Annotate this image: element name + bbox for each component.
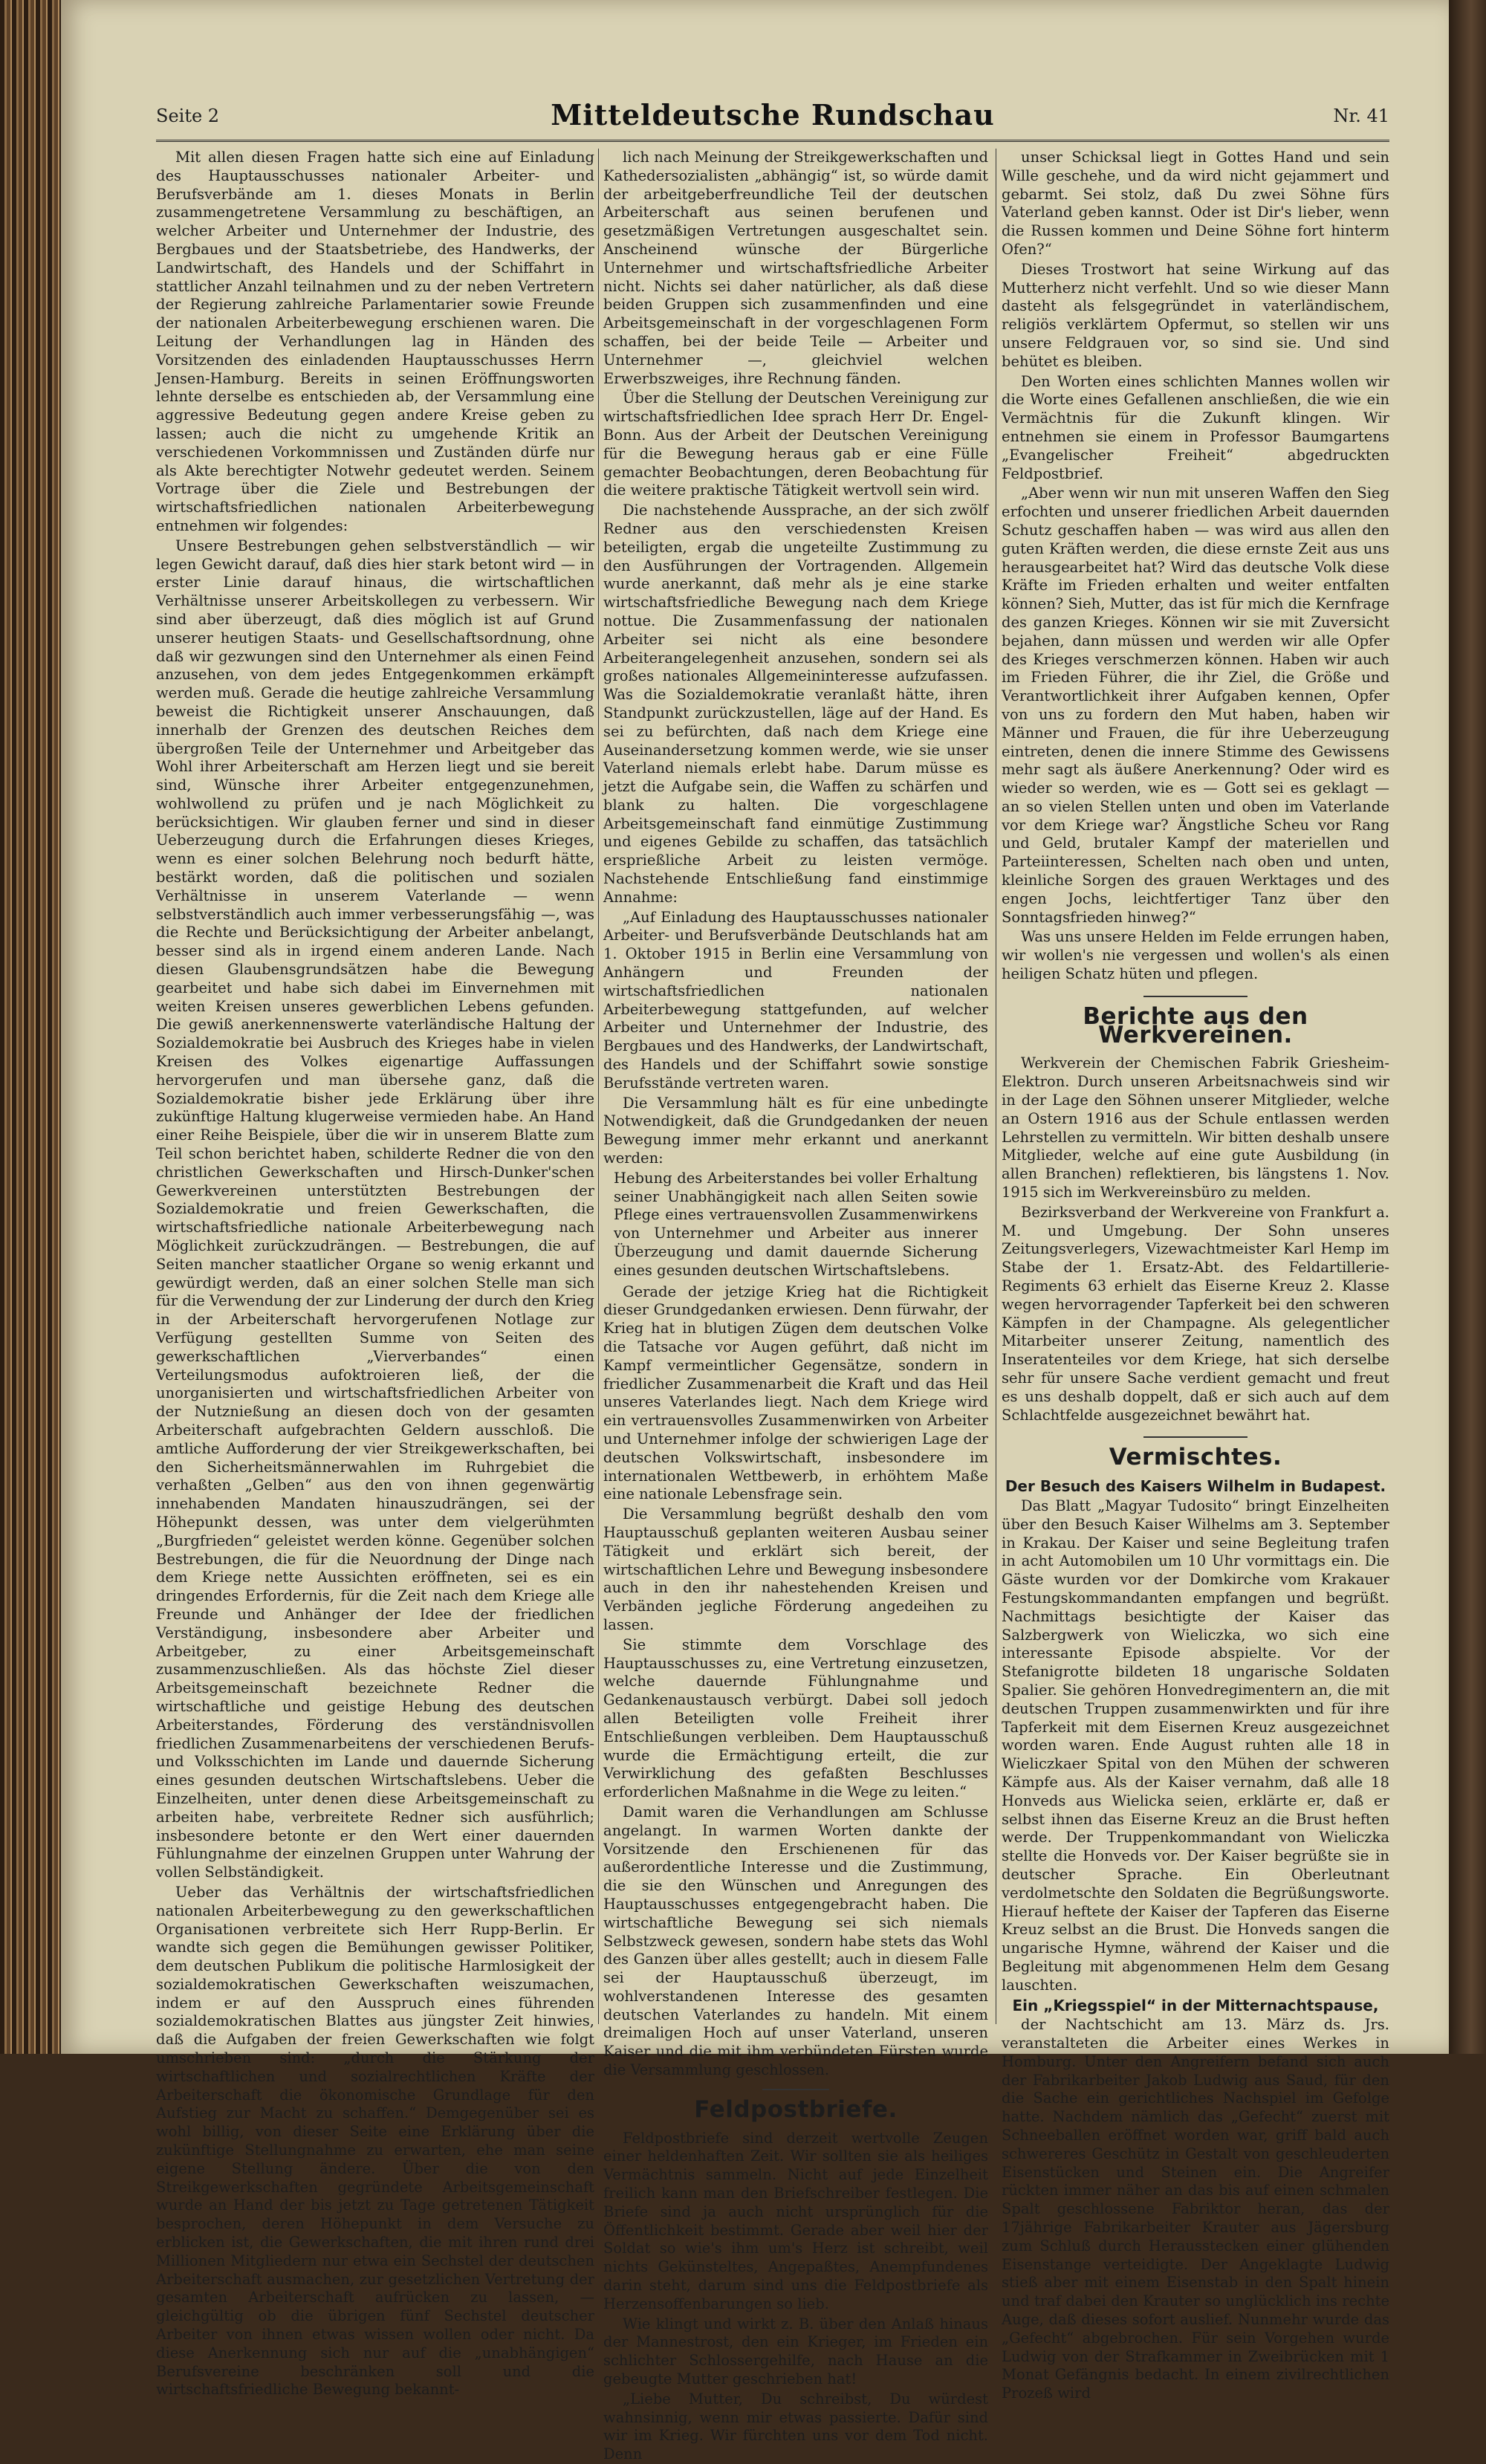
article-paragraph: lich nach Meinung der Streikgewerkschaften und Kathedersozialisten „abhängig“ ist, so würde damit der arbeitgeberfreundliche Teil der deutschen Arbeiterschaft aus seinen berufenen und gesetzmäßigen Vertretungen ausgeschaltet sein. Anscheinend wünsche der Bürgerliche Unternehmer und wirtschaftsfriedliche Arbeiter nicht. Nichts sei daher natürlicher, als daß diese beiden Gruppen sich zusammenfinden und eine Arbeitsgemeinschaft in der vorgeschlagenen Form schaffen, bei der beide Teile — Arbeiter und Unternehmer —, gleichviel welchen Erwerbszweiges, ihre Rechnung fänden. [603, 149, 988, 387]
news-item-title: Ein „Kriegsspiel“ in der Mitternachtspause, [1012, 1996, 1379, 2014]
issue-number: Nr. 41 [1333, 106, 1389, 126]
news-item-text: der Nachtschicht am 13. März ds. Jrs. veranstalteten die Arbeiter eines Werkes in Homburg. Unter den Angreifern befand sich auch der Fabrikarbeiter Jakob Ludwig aus Saud, für den die Sache ein gerichtliches Nachspiel im Gefolge hatte. Nachdem nämlich das „Gefecht“ zuerst mit Schneeballen eröffnet worden war, griff bald auch schwereres Geschütz in Gestalt von geschleuderten Eisenstücken und Steinen ein. Die Angreifer rückten immer näher an das bis auf einen schmalen Spalt geschlossene Fabriktor heran, das der 17jährige Fabrikarbeiter Krauter aus Jägersburg zum Schluß durch Herausstecken einer glühenden Eisenstange verteidigte. Der Angeklagte Ludwig stieß aber mit einem Eisenstab in den Spalt hinein und traf dabei den Krauter so unglücklich ins rechte Auge, daß dieses sofort auslief. Nunmehr wurde das „Gefecht“ abgebrochen. Für sein Vorgehen wurde Ludwig von der Strafkammer in Zweibrücken mit 1 Monat Gefängnis bedacht. In einem zivilrechtlichen Prozeß wird [1002, 2016, 1389, 2402]
section-rule [1143, 996, 1247, 997]
article-paragraph: Dieses Trostwort hat seine Wirkung auf das Mutterherz nicht verfehlt. Und so wie dieser Mann dasteht als felsgegründet in vaterländischem, religiös verklärtem Opfermut, so stellen wir uns unsere Feldgrauen vor, so sind sie. Und sind behütet es bleiben. [1002, 260, 1389, 370]
resolution-paragraph: Gerade der jetzige Krieg hat die Richtigkeit dieser Grundgedanken erwiesen. Denn fürwahr, der Krieg hat in blutigen Zügen dem deutschen Volke die Tatsache vor Augen geführt, daß nicht im Kampf vermeintlicher Gegensätze, sondern in friedlicher Zusammenarbeit die Kraft und das Heil unseres Vaterlandes liegt. Nach dem Kriege wird ein vertrauensvolles Zusammenwirken von Arbeiter und Unternehmer infolge der schwierigen Lage der deutschen Volkswirtschaft, insbesondere im internationalen Wettbewerb, in erhöhtem Maße eine nationale Lebensfrage sein. [603, 1283, 988, 1503]
article-paragraph: Wie klingt und wirkt z. B. über den Anlaß hinaus der Mannestrost, den ein Krieger, im Frieden ein schlichter Schlossergehilfe, nach Hause an die gebeugte Mutter geschrieben hat! [603, 2315, 988, 2388]
resolution-paragraph: Die Versammlung hält es für eine unbedingte Notwendigkeit, daß die Grundgedanken der neuen Bewegung immer mehr erkannt und anerkannt werden: [603, 1094, 988, 1167]
column-2 [603, 149, 988, 2463]
section-heading-vermischtes: Vermischtes. [1109, 1444, 1282, 1471]
report-paragraph: Bezirksverband der Werkvereine von Frankfurt a. M. und Umgebung. Der Sohn unseres Zeitungsverlegers, Vizewachtmeister Karl Hemp im Stabe der 1. Ersatz-Abt. des Feldartillerie-Regiments 63 erhielt das Eiserne Kreuz 2. Klasse wegen hervorragender Tapferkeit bei den schweren Kämpfen in der Champagne. Als gelegentlicher Mitarbeiter unserer Zeitung, namentlich des Inseratenteiles vor dem Kriege, hat sich derselbe sehr für unsere Sache verdient gemacht und freut es uns deshalb doppelt, daß er sich auch auf dem Schlachtfelde ausgezeichnet bewährt hat. [1002, 1203, 1389, 1424]
column-divider [598, 149, 599, 2024]
article-paragraph: „Liebe Mutter, Du schreibst, Du würdest wahnsinnig, wenn mir etwas passierte. Dafür sind wir im Krieg. Wir fürchten uns vor dem Tod nicht. Denn [603, 2390, 988, 2463]
report-paragraph: Werkverein der Chemischen Fabrik Griesheim-Elektron. Durch unseren Arbeitsnachweis sind wir in der Lage den Söhnen unserer Mitglieder, welche an Ostern 1916 aus der Schule entlassen werden Lehrstellen zu vermitteln. Wir bitten deshalb unsere Mitglieder, welche auf eine gute Ausbildung (in allen Branchen) reflektieren, bis längstens 1. Nov. 1915 sich im Werkvereinsbüro zu melden. [1002, 1054, 1389, 1202]
page-number: Seite 2 [156, 106, 220, 126]
column-1 [156, 149, 594, 2399]
page-edge [1449, 0, 1486, 2054]
article-paragraph: Feldpostbriefe sind derzeit wertvolle Zeugen einer heldenhaften Zeit. Wir sollten sie als heiliges Vermächtnis sammeln. Nicht auf jede Einzelheit freilich kann man den Briefschreiber festlegen. Die Briefe sind ja auch nicht ursprünglich für die Öffentlichkeit bestimmt. Gerade aber weil hier der Soldat so wie's ihm um's Herz ist schreibt, weil nichts Gekünsteltes, Angepaßtes, Anempfundenes darin steht, darum sind uns die Feldpostbriefe als Herzensoffenbarungen so lieb. [603, 2129, 988, 2312]
article-paragraph: Mit allen diesen Fragen hatte sich eine auf Einladung des Hauptausschusses nationaler Arbeiter- und Berufsverbände am 1. dieses Monats in Berlin zusammengetretene Versammlung zu beschäftigen, an welcher Arbeiter und Unternehmer der Industrie, des Bergbaues und der Staatsbetriebe, des Handwerks, der Landwirtschaft, des Handels und der Schiffahrt in stattlicher Anzahl teilnahmen und zu der neben Vertretern der Regierung zahlreiche Parlamentarier sowie Freunde der nationalen Arbeiterbewegung erschienen waren. Die Leitung der Verhandlungen lag in Händen des Vorsitzenden des einladenden Hauptausschusses Herrn Jensen-Hamburg. Bereits in seinen Eröffnungsworten lehnte derselbe es entschieden ab, der Versammlung eine aggressive Bedeutung gegen andere Kreise geben zu lassen; auch die nicht zu umgehende Kritik an verschiedenen Vorkommnissen und Zuständen dürfe nur als Akte berechtigter Notwehr gedeutet werden. Seinem Vortrage über die Ziele und Bestrebungen der wirtschaftsfriedlichen nationalen Arbeiterbewegung entnehmen wir folgendes: [156, 149, 594, 534]
resolution-paragraph: „Auf Einladung des Hauptausschusses nationaler Arbeiter- und Berufsverbände Deutschlands hat am 1. Oktober 1915 in Berlin eine Versammlung von Anhängern und Freunden der wirtschaftsfriedlichen nationalen Arbeiterbewegung stattgefunden, auf welcher Arbeiter und Unternehmer der Industrie, des Bergbaues und des Handwerks, der Landwirtschaft, des Handels und der Schiffahrt sowie sonstige Berufsstände vertreten waren. [603, 908, 988, 1092]
column-3 [1002, 149, 1389, 2402]
article-paragraph: Was uns unsere Helden im Felde errungen haben, wir wollen's nie vergessen und wollen's als einen heiligen Schatz hüten und pflegen. [1002, 928, 1389, 983]
news-item-text: Das Blatt „Magyar Tudosito“ bringt Einzelheiten über den Besuch Kaiser Wilhelms am 3. September in Krakau. Der Kaiser und seine Begleitung trafen in acht Automobilen um 10 Uhr vormittags ein. Die Gäste wurden vor der Domkirche vom Krakauer Festungskommandanten empfangen und begrüßt. Nachmittags besichtigte der Kaiser das Salzbergwerk von Wieliczka, wo sich eine interessante Episode abspielte. Vor der Stefanigrotte bildeten 18 ungarische Soldaten Spalier. Sie gehören Honvedregimentern an, die mit deutschen Truppen zusammenwirkten und für ihre Tapferkeit mit dem Eisernen Kreuz ausgezeichnet worden waren. Ende August ruhten alle 18 in Wieliczkaer Spital von den Mühen der schweren Kämpfe aus. Als der Kaiser vernahm, daß alle 18 Honveds aus Wielicka seien, erklärte er, daß er selbst ihnen das Eiserne Kreuz an die Brust heften werde. Der Truppenkommandant von Wieliczka stellte die Honveds vor. Der Kaiser begrüßte sie in deutscher Sprache. Ein Oberleutnant verdolmetschte den Soldaten die Begrüßungsworte. Hierauf heftete der Kaiser der Tapferen das Eiserne Kreuz selbst an die Brust. Die Honveds sangen die ungarische Hymne, während der Kaiser und die Begleitung mit abgenommenen Helm dem Gesang lauschten. [1002, 1497, 1389, 1994]
article-paragraph: unser Schicksal liegt in Gottes Hand und sein Wille geschehe, und da wird nicht gejammert und gebarmt. Sei stolz, daß Du zwei Söhne fürs Vaterland geben kannst. Oder ist Dir's lieber, wenn die Russen kommen und Deine Söhne fort hinterm Ofen?“ [1002, 149, 1389, 258]
article-paragraph: Den Worten eines schlichten Mannes wollen wir die Worte eines Gefallenen anschließen, die wie ein Vermächtnis für die Zukunft klingen. Wir entnehmen sie einem in Professor Baumgartens „Evangelischer Freiheit“ abgedruckten Feldpostbrief. [1002, 372, 1389, 482]
section-heading-feldpostbriefe: Feldpostbriefe. [694, 2095, 898, 2123]
news-item-title: Der Besuch des Kaisers Wilhelm in Budapest. [1005, 1477, 1386, 1496]
quote-text: Hebung des Arbeiterstandes bei voller Erhaltung seiner Unabhängigkeit nach allen Seiten sowie Pflege eines vertrauensvollen Zusammenwirkens von Unternehmer und Arbeiter aus innerer Überzeugung und damit dauernde Sicherung eines gesunden deutschen Wirtschaftslebens. [614, 1169, 978, 1279]
book-binding [0, 0, 68, 2054]
resolution-quote [614, 1170, 978, 1280]
article-paragraph: Die nachstehende Aussprache, an der sich zwölf Redner aus den verschiedensten Kreisen beteiligten, ergab die ungeteilte Zustimmung zu den Ausführungen der Vortragenden. Allgemein wurde anerkannt, daß mehr als je eine starke wirtschaftsfriedliche Bewegung nach dem Kriege nottue. Die Zusammenfassung der nationalen Arbeiter sei nicht als eine besondere Arbeiterangelegenheit anzusehen, sondern sei als großes nationales Allgemeininteresse aufzufassen. Was die Sozialdemokratie veranlaßt hätte, ihren Standpunkt zurückzustellen, läge auf der Hand. Es sei zu befürchten, daß nach dem Kriege eine Auseinandersetzung kommen werde, wie sie unser Vaterland niemals erlebt habe. Darum müsse es jetzt die Aufgabe sein, die Waffen zu schärfen und blank zu halten. Die vorgeschlagene Arbeitsgemeinschaft fand einmütige Zustimmung und eigenes Gebilde zu schaffen, das tatsächlich ersprießliche Arbeit zu leisten vermöge. Nachstehende Entschließung fand einstimmige Annahme: [603, 502, 988, 906]
resolution-paragraph: Die Versammlung begrüßt deshalb den vom Hauptausschuß geplanten weiteren Ausbau seiner Tätigkeit und erklärt sich bereit, der wirtschaftlichen Lehre und Bewegung insbesondere auch in den ihr nahestehenden Kreisen und Verbänden jegliche Förderung angedeihen zu lassen. [603, 1505, 988, 1633]
article-paragraph: Damit waren die Verhandlungen am Schlusse angelangt. In warmen Worten dankte der Vorsitzende den Erschienenen für das außerordentliche Interesse und die Zustimmung, die sie den Wünschen und Anregungen des Hauptausschusses entgegengebracht haben. Die wirtschaftliche Bewegung sei sich niemals Selbstzweck gewesen, sondern habe stets das Wohl des Ganzen über alles gestellt; auch in diesem Falle sei der Hauptausschuß überzeugt, im wohlverstandenen Interesse des gesamten deutschen Vaterlandes zu handeln. Mit einem dreimaligen Hoch auf unser Vaterland, unseren Kaiser und die mit ihm verbündeten Fürsten wurde die Versammlung geschlossen. [603, 1803, 988, 2079]
article-paragraph: Über die Stellung der Deutschen Vereinigung zur wirtschaftsfriedlichen Idee sprach Herr Dr. Engel-Bonn. Aus der Arbeit der Deutschen Vereinigung für die Bewegung heraus gab er eine Fülle gemachter Beobachtungen, deren Beobachtung für die weitere praktische Tätigkeit wertvoll sein wird. [603, 389, 988, 499]
section-rule [762, 2089, 829, 2090]
section-rule [1143, 1436, 1247, 1438]
page-header [156, 95, 1389, 142]
section-heading-berichte: Berichte aus den Werkvereinen. [1083, 1002, 1308, 1048]
masthead-title: Mitteldeutsche Rundschau [551, 98, 995, 132]
article-paragraph: „Aber wenn wir nun mit unseren Waffen den Sieg erfochten und unserer friedlichen Arbeit dauernden Schutz geschaffen haben — was wird aus allen den guten Kräften werden, die diese ernste Zeit aus uns herausgearbeitet hat? Wird das deutsche Volk diese Kräfte im Frieden erhalten und weiter entfalten können? Sieh, Mutter, das ist für mich die Kernfrage des ganzen Krieges. Können wir sie mit Zuversicht bejahen, dann müssen und werden wir alle Opfer des Krieges verschmerzen können. Haben wir auch im Frieden Führer, die ihr Ziel, die Größe und Verantwortlichkeit ihrer Aufgaben kennen, Opfer von uns zu fordern den Mut haben, haben wir Männer und Frauen, die für ihre Ueberzeugung eintreten, denen die innere Stimme des Gewissens mehr sagt als äußere Anerkennung? Oder wird es wieder so werden, wie es — Gott sei es geklagt — an so vielen Stellen unten und oben im Vaterlande vor dem Kriege war? Ängstliche Scheu vor Rang und Geld, brutaler Kampf der materiellen und Parteiinteressen, Schelten nach oben und unten, kleinliche Sorgen des grauen Werktages und des engen Jochs, leichtfertiger Tanz über den Sonntagsfrieden hinweg?“ [1002, 484, 1389, 926]
article-paragraph: Unsere Bestrebungen gehen selbstverständlich — wir legen Gewicht darauf, daß dies hier stark betont wird — in erster Linie darauf hinaus, die wirtschaftlichen Verhältnisse unserer Arbeitskollegen zu verbessern. Wir sind aber überzeugt, daß dies möglich ist auf Grund unserer heutigen Staats- und Gesellschaftsordnung, ohne daß wir gezwungen sind den Unternehmer als einen Feind anzusehen, von dem jedes Entgegenkommen erkämpft werden muß. Gerade die heutige zahlreiche Versammlung beweist die Richtigkeit unserer Anschauungen, daß innerhalb der Grenzen des deutschen Reiches dem übergroßen Teile der Unternehmer und Arbeitgeber das Wohl ihrer Arbeiterschaft am Herzen liegt und sie bereit sind, Wünsche ihrer Arbeiter entgegenzunehmen, wohlwollend zu prüfen und je nach Möglichkeit zu berücksichtigen. Wir glauben ferner und sind in dieser Ueberzeugung durch die Erfahrungen dieses Krieges, wenn es einer solchen Belehrung noch bedurft hätte, bestärkt worden, daß die politischen und sozialen Verhältnisse in unserem Vaterlande — wenn selbstverständlich auch immer verbesserungsfähig —, was die Rechte und Berücksichtigung der Arbeiter anbelangt, besser sind als in irgend einem anderen Lande. Nach diesen Glaubensgrundsätzen habe die Bewegung gearbeitet und habe sich dabei im Einvernehmen mit weiten Kreisen unseres gewerblichen Lebens gefunden. Die gewiß anerkennenswerte vaterländische Haltung der Sozialdemokratie bei Ausbruch des Krieges habe in vielen Kreisen des Volkes eigenartige Auffassungen hervorgerufen und man übersehe ganz, daß die Sozialdemokratie bisher jede Erklärung über ihre zukünftige Haltung klugerweise vermieden habe. An Hand einer Reihe Beispiele, über die wir in unserem Blatte zum Teil schon berichtet haben, schilderte Redner die von den christlichen Gewerkschaften und Hirsch-Dunker'schen Gewerkvereinen unterstützten Bestrebungen der Sozialdemokratie und freien Gewerkschaften, die wirtschaftsfriedliche nationale Arbeiterbewegung nach Möglichkeit zurückzudrängen. — Bestrebungen, die auf Seiten mancher staatlicher Organe so wenig erkannt und gewürdigt werden, daß an einer solchen Stelle man sich für die Verwendung der zur Linderung der durch den Krieg in der Arbeiterschaft hervorgerufenen Notlage zur Verfügung gestellten Summe von Seiten des gewerkschaftlichen „Vierverbandes“ einen Verteilungsmodus aufoktroieren ließ, der die unorganisierten und wirtschaftsfriedlichen Arbeiter von der Nutznießung an diesen doch von der gesamten Arbeiterschaft aufgebrachten Geldern ausschloß. Die amtliche Aufforderung der vier Streikgewerkschaften, bei den Sicherheitsmännerwahlen im Ruhrgebiet die verhaßten „Gelben“ aus den von ihnen gegenwärtig innehabenden Mandaten hinauszudrängen, sei der Höhepunkt dessen, was unter dem vielgerühmten „Burgfrieden“ geleistet werden könne. Gegenüber solchen Bestrebungen, die für die Neuordnung der Dinge nach dem Kriege nette Aussichten eröffneten, sei es ein dringendes Erfordernis, für die Zeit nach dem Kriege alle Freunde und Anhänger der Idee der friedlichen Verständigung, insbesondere aber Arbeiter und Arbeitgeber, zu einer Arbeitsgemeinschaft zusammenzuschließen. Als das höchste Ziel dieser Arbeitsgemeinschaft bezeichnete Redner die wirtschaftliche und geistige Hebung des deutschen Arbeiterstandes, Förderung des verständnisvollen friedlichen Zusammenarbeitens der verschiedenen Berufs- und Volksschichten im Lande und dauernde Sicherung eines gesunden deutschen Wirtschaftslebens. Ueber die Einzelheiten, unter denen diese Arbeitsgemeinschaft zu arbeiten habe, verbreitete Redner sich ausführlich; insbesondere betonte er den Wert einer dauernden Fühlungnahme der einzelnen Gruppen unter Wahrung der vollen Selbständigkeit. [156, 536, 594, 1881]
resolution-paragraph: Sie stimmte dem Vorschlage des Hauptausschusses zu, eine Vertretung einzusetzen, welche dauernde Fühlungnahme und Gedankenaustausch verbürgt. Dabei soll jedoch allen Beteiligten volle Freiheit ihrer Entschließungen verbleiben. Dem Hauptausschuß wurde die Ermächtigung erteilt, die zur Verwirklichung des gefaßten Beschlusses erforderlichen Maßnahme in die Wege zu leiten.“ [603, 1635, 988, 1801]
article-paragraph: Ueber das Verhältnis der wirtschaftsfriedlichen nationalen Arbeiterbewegung zu den gewerkschaftlichen Organisationen verbreitete sich Herr Rupp-Berlin. Er wandte sich gegen die Bemühungen gewisser Politiker, dem deutschen Publikum die politische Harmlosigkeit der sozialdemokratischen Gewerkschaften weiszumachen, indem er auf den Ausspruch eines führenden sozialdemokratischen Blattes aus jüngster Zeit hinwies, daß die Aufgaben der freien Gewerkschaften wie folgt umschrieben sind: „durch die Stärkung der wirtschaftlichen und sozialrechtlichen Kräfte der Arbeiterschaft die ökonomische Grundlage für den Aufstieg zur Macht zu schaffen.“ Demgegenüber sei es wohl billig, von dieser Seite eine Erklärung über die zukünftige Stellungnahme zu erwarten, ehe man seine eigene Stellung ändere. Über die von den Streikgewerkschaften gegründete Arbeitsgemeinschaft wurde an Hand der bis jetzt zu Tage getretenen Tätigkeit besprochen, deren Höhepunkt in dem Versuche zu erblicken ist, die Gewerkschaften, die mit ihren rund drei Millionen Mitgliedern nur etwa ein Sechstel der deutschen Arbeiterschaft ausmachen, zur gesetzlichen Vertretung der gesamten Arbeiterschaft aufrücken zu lassen, — gleichgültig ob die übrigen fünf Sechstel deutscher Arbeiter von ihnen etwas wissen wollen oder nicht. Da diese Anerkennung sich nur auf die „unabhängigen“ Berufsvereine beschränken soll und die wirtschaftsfriedliche Bewegung bekannt- [156, 1883, 594, 2399]
